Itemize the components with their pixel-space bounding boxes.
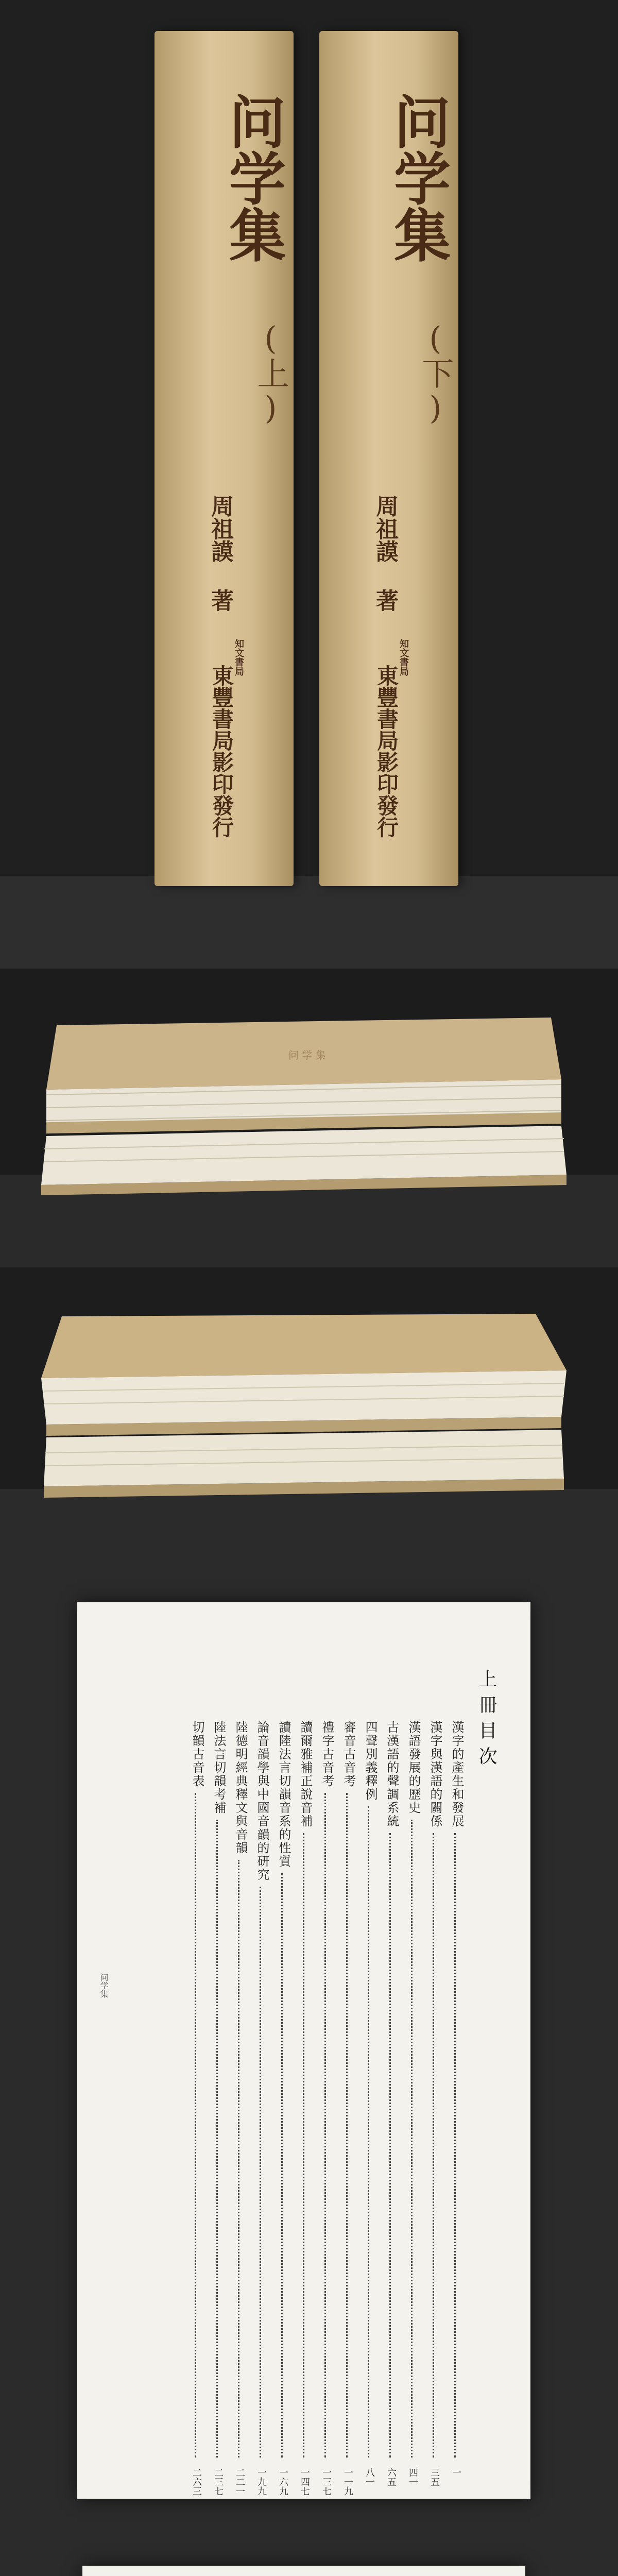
left-book-publisher-prefix: 知文書局 (233, 639, 244, 676)
toc-item: 禮字古音考 (320, 1721, 334, 1788)
toc-leader-dots (368, 1806, 369, 2458)
right-book-publisher: 東豐書局影印發行 (374, 665, 399, 838)
photo-text-page (0, 2524, 618, 2576)
photo-stacked-books-edge (0, 969, 618, 1267)
toc-footer: 问学集 (99, 1973, 109, 1998)
left-book-title: 问学集 (220, 93, 286, 263)
toc-page-number: 一六九 (278, 2468, 288, 2496)
toc-leader-dots (346, 1793, 348, 2458)
toc-item: 論音韻學與中國音韻的研究 (255, 1721, 269, 1882)
toc-leader-dots (260, 1887, 261, 2458)
table-surface (0, 876, 618, 969)
toc-page-number: 二三七 (213, 2468, 224, 2496)
toc-item: 讀爾雅補正說音補 (298, 1721, 313, 1828)
toc-leader-dots (238, 1860, 239, 2458)
toc-item: 漢字的產生和發展 (450, 1721, 464, 1828)
toc-page-number: 一 (451, 2468, 461, 2477)
toc-item: 陸法言切韻考補 (212, 1721, 226, 1815)
stacked-books-side-illustration (0, 1267, 618, 1566)
toc-page-number: 二二一 (234, 2468, 245, 2496)
toc-item: 陸德明經典釋文與音韻 (233, 1721, 248, 1855)
left-book-spine (154, 31, 294, 886)
text-paper (82, 2566, 525, 2576)
right-book-spine (319, 31, 458, 886)
toc-leader-dots (433, 1833, 434, 2458)
toc-page-number: 一四七 (299, 2468, 310, 2496)
toc-leader-dots (389, 1833, 391, 2458)
right-book-publisher-prefix: 知文書局 (398, 639, 409, 676)
toc-leader-dots (324, 1793, 326, 2458)
toc-page-number: 二六三 (191, 2468, 202, 2496)
photo-book-spines (0, 0, 618, 969)
right-book-volume: (下) (417, 319, 454, 427)
toc-page-number: 三五 (429, 2468, 440, 2486)
toc-item: 四聲別義釋例 (363, 1721, 377, 1801)
left-book-publisher: 東豐書局影印發行 (209, 665, 234, 838)
toc-paper (77, 1602, 530, 2499)
toc-page-number: 一三七 (321, 2468, 332, 2496)
toc-page-number: 一一九 (342, 2468, 353, 2496)
toc-leader-dots (281, 1873, 283, 2458)
toc-leader-dots (216, 1820, 218, 2458)
toc-heading: 上冊目次 (476, 1669, 497, 1772)
toc-item: 切韻古音表 (190, 1721, 204, 1788)
toc-leader-dots (195, 1793, 196, 2458)
toc-leader-dots (411, 1820, 413, 2458)
toc-item: 漢字與漢語的關係 (428, 1721, 442, 1828)
toc-item: 漢語發展的歷史 (406, 1721, 421, 1815)
photo-toc-page (0, 1566, 618, 2524)
toc-item: 審音古音考 (341, 1721, 356, 1788)
toc-item: 古漢語的聲調系統 (385, 1721, 399, 1828)
toc-page-number: 一九九 (256, 2468, 267, 2496)
photo-stacked-books-side (0, 1267, 618, 1566)
toc-item: 讀陸法言切韻音系的性質 (277, 1721, 291, 1868)
toc-page-number: 六五 (386, 2468, 397, 2486)
stacked-books-illustration (0, 969, 618, 1267)
left-book-volume: (上) (252, 319, 289, 427)
svg-text:问 学 集: 问 学 集 (288, 1049, 326, 1061)
toc-leader-dots (454, 1833, 456, 2458)
left-book-author: 周祖謨 著 (207, 495, 233, 612)
toc-page-number: 八一 (364, 2468, 375, 2486)
toc-leader-dots (303, 1833, 304, 2458)
toc-page-number: 四一 (407, 2468, 418, 2486)
right-book-title: 问学集 (385, 93, 451, 263)
right-book-author: 周祖謨 著 (372, 495, 398, 612)
